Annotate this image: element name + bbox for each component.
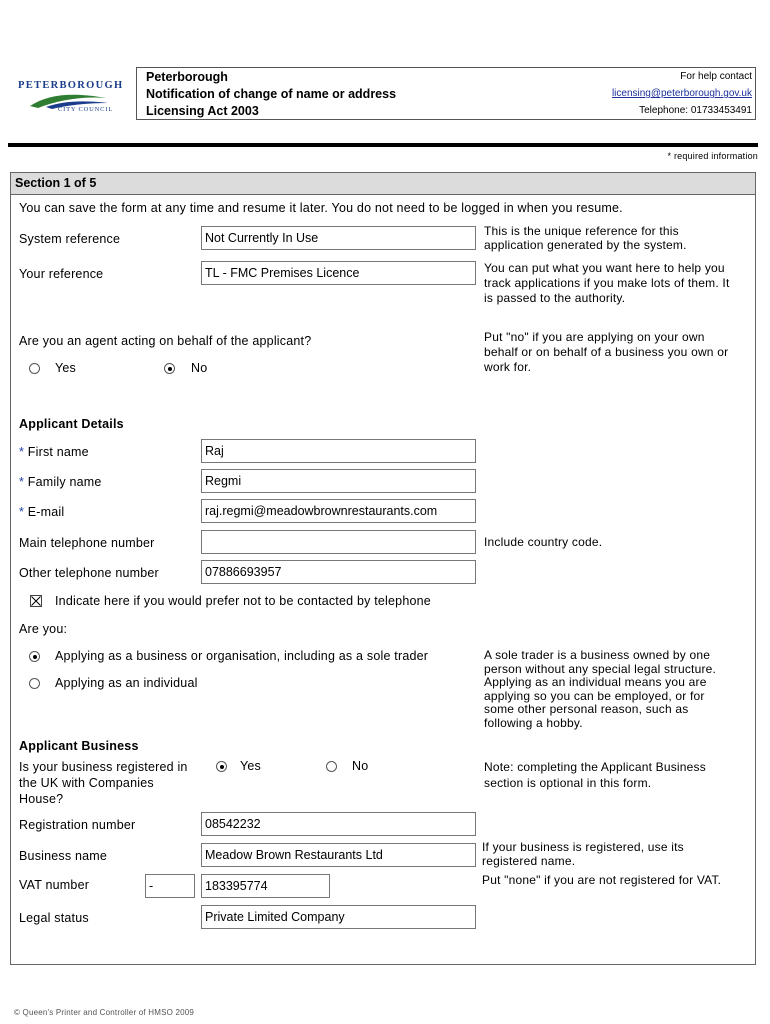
required-marker: * — [19, 445, 25, 459]
agent-yes-radio[interactable] — [29, 363, 40, 374]
are-you-question: Are you: — [19, 622, 68, 636]
agent-no-label: No — [191, 361, 208, 375]
logo-text-top: PETERBOROUGH — [18, 80, 124, 91]
are-you-help-line3: Applying as an individual means you are — [484, 675, 707, 689]
header-rule — [8, 143, 758, 147]
other-phone-field[interactable]: 07886693957 — [201, 560, 476, 584]
no-telephone-contact-checkbox[interactable] — [30, 595, 42, 607]
agent-help-line1: Put "no" if you are applying on your own — [484, 330, 705, 344]
your-reference-help-line3: is passed to the authority. — [484, 291, 626, 305]
agent-yes-label: Yes — [55, 361, 76, 375]
are-you-help-line4: applying so you can be employed, or for — [484, 688, 705, 703]
first-name-field[interactable]: Raj — [201, 439, 476, 463]
email-field[interactable]: raj.regmi@meadowbrownrestaurants.com — [201, 499, 476, 523]
footer-copyright: © Queen's Printer and Controller of HMSO 2009 — [14, 1008, 195, 1017]
registered-question-line2: the UK with Companies — [19, 776, 154, 790]
applying-business-label: Applying as a business or organisation, including as a sole trader — [55, 649, 429, 663]
registered-yes-label: Yes — [240, 759, 261, 773]
business-name-field[interactable]: Meadow Brown Restaurants Ltd — [201, 843, 476, 867]
system-reference-help-line2: application generated by the system. — [484, 237, 687, 252]
first-name-label-row — [19, 445, 89, 459]
registered-no-radio[interactable] — [326, 761, 337, 772]
legal-status-field[interactable]: Private Limited Company — [201, 905, 476, 929]
applying-individual-radio[interactable] — [29, 678, 40, 689]
are-you-help-line6: following a hobby. — [484, 715, 583, 730]
family-name-label: Family name — [27, 475, 102, 489]
agent-help-line3: work for. — [484, 360, 532, 374]
council-logo — [14, 80, 124, 116]
your-reference-help — [484, 261, 730, 306]
agent-help-line2: behalf or on behalf of a business you own or — [484, 345, 729, 359]
registered-no-label: No — [352, 759, 369, 773]
business-name-help-line1: If your business is registered, use its — [482, 840, 684, 854]
your-reference-field[interactable]: TL - FMC Premises Licence — [201, 261, 476, 285]
business-name-label: Business name — [19, 849, 108, 863]
section-intro: You can save the form at any time and resume it later. You do not need to be logged in when you resume. — [19, 201, 623, 215]
system-reference-field[interactable]: Not Currently In Use — [201, 226, 476, 250]
your-reference-help-line1: You can put what you want here to help you — [484, 261, 725, 275]
applying-individual-label: Applying as an individual — [55, 676, 198, 690]
help-phone: Telephone: 01733453491 — [639, 105, 752, 116]
help-email-link[interactable]: licensing@peterborough.gov.uk — [611, 88, 752, 99]
vat-number-field[interactable]: 183395774 — [201, 874, 330, 898]
are-you-help-line1: A sole trader is a business owned by one — [484, 648, 711, 662]
system-reference-help-line1: This is the unique reference for this — [484, 224, 679, 238]
registration-number-field[interactable]: 08542232 — [201, 812, 476, 836]
agent-no-radio[interactable] — [164, 363, 175, 374]
vat-number-help: Put "none" if you are not registered for VAT. — [482, 873, 722, 887]
registered-question — [19, 759, 188, 807]
required-marker: * — [19, 505, 25, 519]
applicant-details-heading: Applicant Details — [19, 417, 124, 431]
legal-status-label: Legal status — [19, 911, 89, 925]
business-note — [484, 759, 706, 791]
family-name-label-row — [19, 475, 102, 489]
help-contact-label: For help contact — [680, 71, 752, 82]
business-name-help — [482, 841, 684, 868]
registered-question-line3: House? — [19, 792, 64, 806]
required-info-note — [668, 151, 758, 161]
are-you-help — [484, 649, 716, 730]
main-phone-label: Main telephone number — [19, 536, 155, 550]
required-marker: * — [19, 475, 25, 489]
business-name-help-line2: registered name. — [482, 853, 576, 868]
vat-number-label: VAT number — [19, 878, 90, 892]
header-title-line2: Notification of change of name or address — [146, 87, 397, 101]
business-note-line2: section is optional in this form. — [484, 776, 652, 790]
email-label: E-mail — [27, 505, 65, 519]
check-cross-icon — [31, 596, 41, 606]
your-reference-label: Your reference — [19, 267, 104, 281]
other-phone-label: Other telephone number — [19, 566, 159, 580]
no-telephone-contact-label: Indicate here if you would prefer not to be contacted by telephone — [55, 594, 431, 608]
registered-yes-radio[interactable] — [216, 761, 227, 772]
main-phone-field[interactable] — [201, 530, 476, 554]
registered-question-line1: Is your business registered in — [19, 760, 188, 774]
header-title-line3: Licensing Act 2003 — [146, 104, 259, 118]
business-note-line1: Note: completing the Applicant Business — [484, 760, 706, 774]
email-label-row — [19, 505, 64, 519]
logo-text-bottom: CITY COUNCIL — [58, 106, 114, 113]
applicant-business-heading: Applicant Business — [19, 739, 139, 753]
system-reference-label: System reference — [19, 232, 121, 246]
registration-number-label: Registration number — [19, 818, 136, 832]
are-you-help-line2: person without any special legal structure. — [484, 661, 717, 676]
main-phone-help: Include country code. — [484, 535, 603, 549]
system-reference-help — [484, 225, 687, 252]
vat-prefix-field[interactable]: - — [145, 874, 195, 898]
applying-business-radio[interactable] — [29, 651, 40, 662]
header-title-line1: Peterborough — [146, 70, 228, 84]
are-you-help-line5: some other personal reason, such as — [484, 702, 689, 716]
agent-question: Are you an agent acting on behalf of the applicant? — [19, 334, 312, 348]
family-name-field[interactable]: Regmi — [201, 469, 476, 493]
first-name-label: First name — [27, 445, 89, 459]
section-title: Section 1 of 5 — [15, 176, 97, 190]
section-title-bar — [10, 172, 756, 195]
required-note-text: * required information — [667, 151, 758, 161]
agent-help — [484, 330, 728, 375]
your-reference-help-line2: track applications if you make lots of them. It — [484, 276, 730, 290]
